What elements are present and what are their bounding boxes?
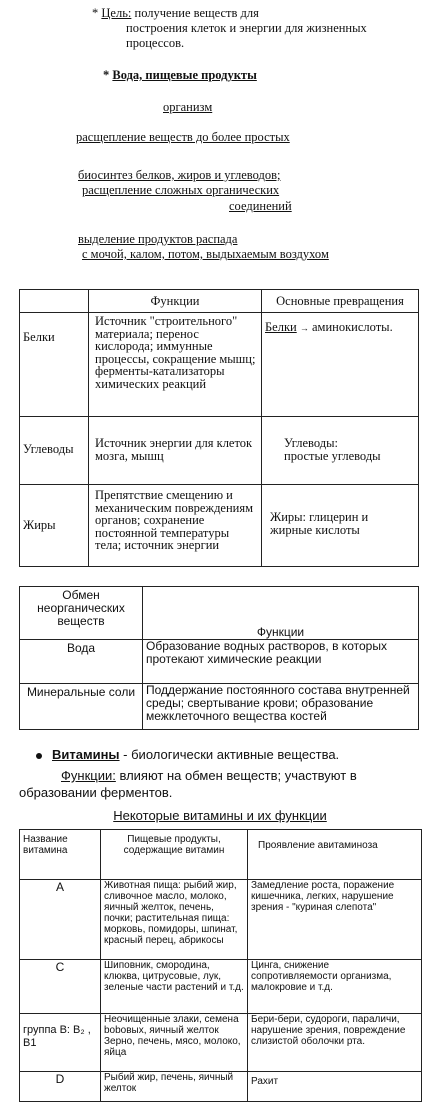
input-marker: * bbox=[103, 68, 110, 82]
step-excretion-1: выделение продуктов распада bbox=[78, 232, 238, 246]
row-name: А bbox=[20, 880, 101, 960]
row-foods: Шиповник, смородина, клюква, цитрусовые, лук, зеленые части растений и т.д. bbox=[101, 960, 248, 1014]
goal-marker: * bbox=[92, 6, 102, 20]
vitamins-heading bbox=[36, 747, 339, 762]
vitamins-definition: - биологически активные вещества. bbox=[123, 747, 340, 762]
step-excretion-2: с мочой, калом, потом, выдыхаемым воздухом bbox=[82, 247, 329, 261]
row-name: Вода bbox=[20, 640, 143, 684]
header-cell: Обмен неорганических веществ bbox=[20, 587, 143, 640]
row-deficiency: Замедление роста, поражение кишечника, легких, нарушение зрения - "куриная слепота" bbox=[248, 880, 422, 960]
table-row bbox=[20, 313, 419, 417]
step-organism: организм bbox=[163, 100, 213, 114]
row-functions: Источник "строительного" материала; перенос кислорода; иммунные процессы, сокращение мышц; ферменты-катализаторы химических реакций bbox=[89, 313, 262, 417]
header-cell bbox=[20, 290, 89, 313]
table-row bbox=[20, 417, 419, 485]
table-row bbox=[20, 960, 422, 1014]
step-biosynthesis-2: расщепление сложных органических bbox=[82, 183, 280, 197]
row-deficiency: Рахит bbox=[248, 1072, 422, 1102]
row-transform: Углеводы: простые углеводы bbox=[262, 417, 419, 485]
organic-table bbox=[19, 289, 419, 567]
row-functions: Образование водных растворов, в которых протекают химические реакции bbox=[143, 640, 419, 684]
vitamins-functions bbox=[19, 767, 429, 801]
table-row bbox=[20, 684, 419, 730]
header-cell: Название витамина bbox=[20, 830, 101, 880]
vitamins-table-title: Некоторые витамины и их функции bbox=[113, 808, 327, 823]
table-row bbox=[20, 485, 419, 567]
table-header-row bbox=[20, 587, 419, 640]
vitamins-functions-text: влияют на обмен веществ; участвуют в образовании ферментов. bbox=[19, 768, 357, 800]
row-deficiency: Бери-бери, судороги, параличи, нарушение зрения, повреждение слизистой оболочки рта. bbox=[248, 1014, 422, 1072]
row-foods: Животная пища: рыбий жир, сливочное масло, молоко, яичный желток, печень, почки; растительная пища: морковь, помидоры, шпинат, красный перец, абрикосы bbox=[101, 880, 248, 960]
table-row bbox=[20, 880, 422, 960]
row-foods: Неочищенные злаки, семена bobовых, яичный желток Зерно, печень, мясо, молоко, яйца bbox=[101, 1014, 248, 1072]
row-name: Белки bbox=[20, 313, 89, 417]
header-cell: Пищевые продукты, содержащие витамин bbox=[101, 830, 248, 880]
header-cell: Функции bbox=[143, 587, 419, 640]
table-row bbox=[20, 1014, 422, 1072]
row-deficiency: Цинга, снижение сопротивляемости организма, малокровие и т.д. bbox=[248, 960, 422, 1014]
vitamins-table bbox=[19, 829, 422, 1102]
table-header-row bbox=[20, 830, 422, 880]
step-biosynthesis-3: соединений bbox=[229, 199, 292, 213]
input-text: Вода, пищевые продукты bbox=[112, 68, 257, 82]
header-cell: Проявление авитаминоза bbox=[248, 830, 422, 880]
goal-paragraph bbox=[92, 6, 432, 51]
input-heading bbox=[103, 68, 257, 83]
table-row bbox=[20, 1072, 422, 1102]
row-name: Минеральные соли bbox=[20, 684, 143, 730]
row-name: группа В: В₂ , В1 bbox=[20, 1014, 101, 1072]
bullet-icon bbox=[36, 753, 42, 759]
header-cell: Основные превращения bbox=[262, 290, 419, 313]
row-transform: Жиры: глицерин и жирные кислоты bbox=[262, 485, 419, 567]
row-name: Углеводы bbox=[20, 417, 89, 485]
goal-label: Цель: bbox=[101, 6, 132, 20]
row-foods: Рыбий жир, печень, яичный желток bbox=[101, 1072, 248, 1102]
row-functions: Поддержание постоянного состава внутренней среды; свертывание крови; образование межклеточного вещества костей bbox=[143, 684, 419, 730]
row-functions: Источник энергии для клеток мозга, мышц bbox=[89, 417, 262, 485]
row-name: С bbox=[20, 960, 101, 1014]
step-breakdown: расщепление веществ до более простых bbox=[76, 130, 290, 144]
table-header-row bbox=[20, 290, 419, 313]
row-name: D bbox=[20, 1072, 101, 1102]
vitamins-functions-label: Функции: bbox=[61, 768, 116, 783]
inorganic-table bbox=[19, 586, 419, 730]
header-cell: Функции bbox=[89, 290, 262, 313]
goal-line-2: построения клеток и энергии для жизненных bbox=[126, 21, 367, 35]
row-name: Жиры bbox=[20, 485, 89, 567]
vitamins-title: Витамины bbox=[52, 747, 120, 762]
goal-line-1: получение веществ для bbox=[134, 6, 259, 20]
row-functions: Препятствие смещению и механическим повреждениям органов; сохранение постоянной температуры тела; источник энергии bbox=[89, 485, 262, 567]
row-transform: Белки → аминокислоты. bbox=[262, 313, 419, 417]
step-biosynthesis-1: биосинтез белков, жиров и углеводов; bbox=[78, 168, 281, 182]
table-row bbox=[20, 640, 419, 684]
goal-line-3: процессов. bbox=[126, 36, 185, 50]
